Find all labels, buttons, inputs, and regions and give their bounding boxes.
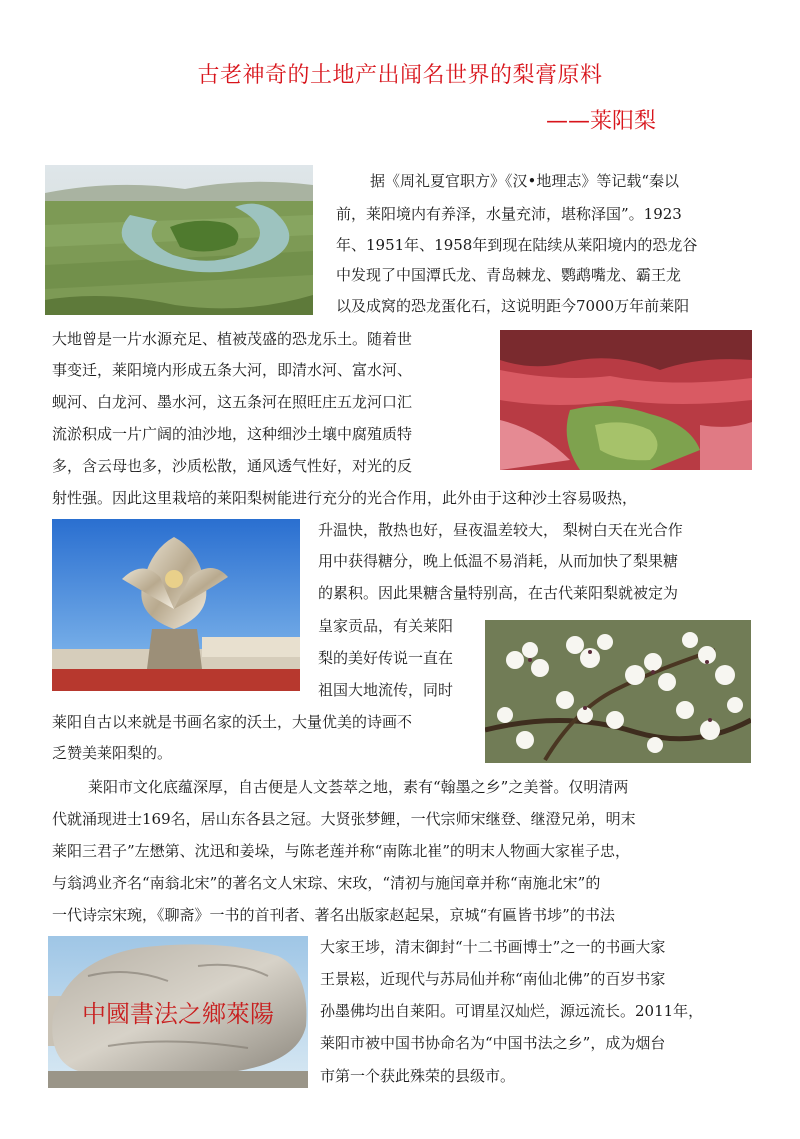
sculpture-monument-image (52, 519, 300, 691)
text-line: 以及成窝的恐龙蛋化石，这说明距今7000万年前莱阳 (336, 297, 690, 315)
page-subtitle: ——莱阳梨 (546, 109, 657, 134)
svg-text:中國書法之鄉萊陽: 中國書法之鄉萊陽 (82, 1000, 274, 1028)
text-line: 皇家贡品，有关莱阳 (318, 617, 454, 635)
text-line: 多，含云母也多，沙质松散，通风透气性好，对光的反 (52, 457, 413, 475)
text-line: 孙墨佛均出自莱阳。可谓星汉灿烂，源远流长。2011年， (320, 1002, 704, 1020)
text-line: 梨的美好传说一直在 (318, 649, 454, 667)
text-line: 莱阳市被中国书协命名为“中国书法之乡”，成为烟台 (320, 1034, 666, 1052)
text-line: 流淤积成一片广阔的油沙地，这种细沙土壤中腐殖质特 (52, 425, 413, 443)
text-line: 射性强。因此这里栽培的莱阳梨树能进行充分的光合作用，此外由于这种沙土容易吸热， (52, 489, 638, 507)
calligraphy-stone-image (48, 936, 308, 1088)
text-line: 祖国大地流传，同时 (318, 681, 454, 699)
text-line: 的累积。因此果糖含量特别高，在古代莱阳梨就被定为 (318, 584, 679, 602)
text-line: 蚬河、白龙河、墨水河，这五条河在照旺庄五龙河口汇 (52, 393, 413, 411)
pear-blossom-image (485, 620, 751, 763)
text-line: 升温快，散热也好，昼夜温差较大， 梨树白天在光合作 (318, 521, 683, 539)
page-title: 古老神奇的土地产出闻名世界的梨膏原料 (197, 63, 603, 88)
text-line: 莱阳市文化底蕴深厚，自古便是人文荟萃之地，素有“翰墨之乡”之美誉。仅明清两 (88, 778, 629, 796)
text-line: 前，莱阳境内有养泽，水量充沛，堪称泽国”。1923 (336, 205, 682, 223)
text-line: 大地曾是一片水源充足、植被茂盛的恐龙乐土。随着世 (52, 330, 413, 348)
text-line: 中发现了中国潭氏龙、青岛棘龙、鹦鹉嘴龙、霸王龙 (336, 266, 682, 284)
red-canyon-image (500, 330, 752, 470)
text-line: 莱阳自古以来就是书画名家的沃土，大量优美的诗画不 (52, 713, 413, 731)
text-line: 代就涌现进士169名，居山东各县之冠。大贤张梦鲤，一代宗师宋继登、继澄兄弟，明末 (52, 810, 636, 828)
text-line: 一代诗宗宋琬，《聊斋》一书的首刊者、著名出版家赵起杲，京城“有匾皆书埗”的书法 (52, 906, 615, 924)
text-line: 据《周礼夏官职方》《汉•地理志》等记载“秦以 (370, 172, 680, 190)
text-line: 用中获得糖分，晚上低温不易消耗，从而加快了梨果糖 (318, 552, 679, 570)
river-bend-landscape-image (45, 165, 313, 315)
text-line: 市第一个获此殊荣的县级市。 (320, 1067, 516, 1085)
text-line: 王景崧，近现代与苏局仙并称“南仙北佛”的百岁书家 (320, 970, 666, 988)
text-line: 莱阳三君子”左懋第、沈迅和姜垛，与陈老莲并称“南陈北崔”的明末人物画大家崔子忠， (52, 842, 631, 860)
text-line: 乏赞美莱阳梨的。 (52, 744, 173, 762)
text-line: 年、1951年、1958年到现在陆续从莱阳境内的恐龙谷 (336, 236, 698, 254)
text-line: 与翁鸿业齐名“南翁北宋”的著名文人宋琮、宋玫，“清初与施闰章并称“南施北宋”的 (52, 874, 601, 892)
text-line: 大家王埗，清末御封“十二书画博士”之一的书画大家 (320, 938, 666, 956)
text-line: 事变迁，莱阳境内形成五条大河，即清水河、富水河、 (52, 361, 413, 379)
